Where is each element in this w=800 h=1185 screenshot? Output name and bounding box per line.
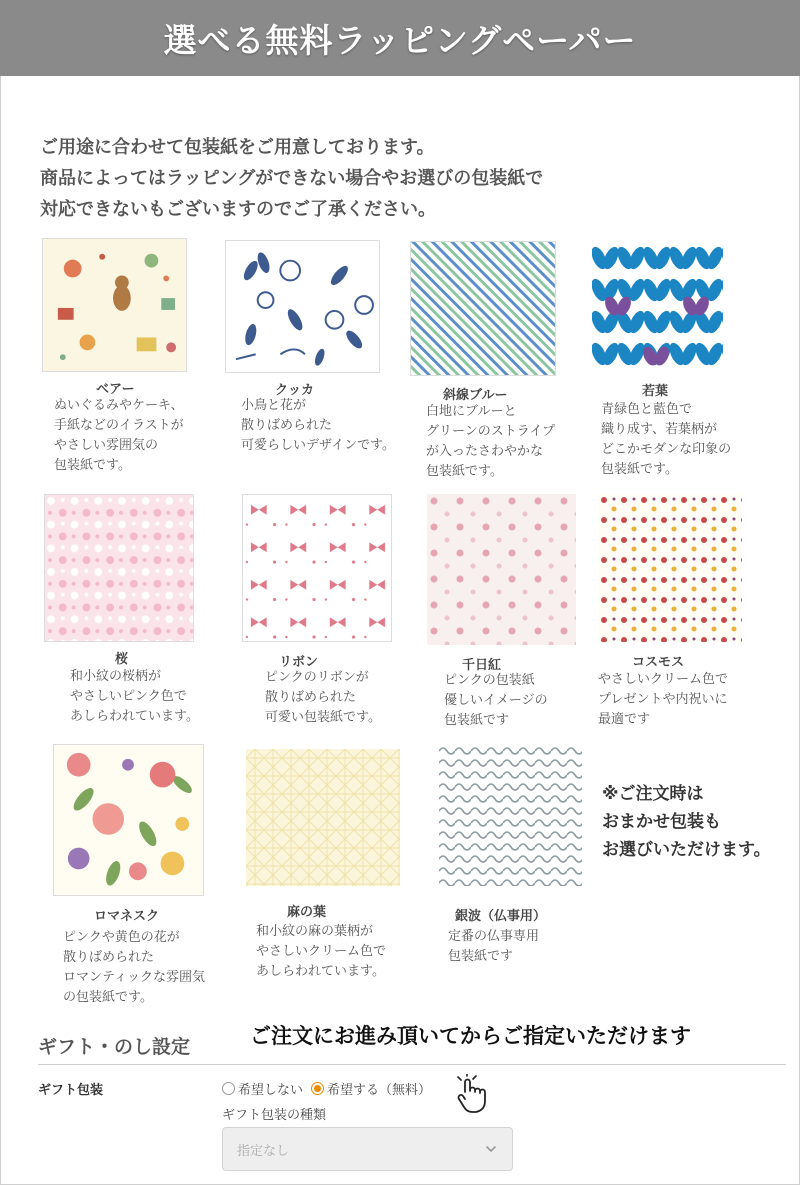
paper-name: ベアー (96, 382, 135, 397)
sakura-pattern-swatch[interactable] (44, 494, 194, 642)
paper-description: 和小紋の麻の葉柄が やさしいクリーム色で あしらわれています。 (256, 924, 387, 979)
paper-description: 小鳥と花が 散りばめられた 可愛らしいデザインです。 (241, 398, 396, 453)
paper-description: ピンクのリボンが 散りばめられた 可愛い包装紙です。 (265, 670, 381, 725)
asanoha-pattern-image (246, 749, 400, 886)
bear-pattern-swatch[interactable] (42, 238, 187, 372)
gift-wrap-label: ギフト包装 (38, 1083, 104, 1098)
ginpa-pattern-swatch[interactable] (439, 745, 582, 886)
dot-pattern-image (427, 494, 576, 645)
stripe-pattern-image (411, 242, 555, 375)
radio-wrap[interactable] (311, 1082, 324, 1095)
radio-no-wrap-label[interactable]: 希望しない (238, 1083, 304, 1098)
asanoha-pattern-swatch[interactable] (246, 749, 400, 886)
hand-pointer-icon (453, 1074, 489, 1114)
paper-name: ロマネスク (94, 909, 160, 924)
romanesque-pattern-image (54, 745, 203, 895)
ginpa-pattern-image (439, 745, 582, 886)
kukka-pattern-swatch[interactable] (225, 240, 380, 373)
paper-name: 桜 (115, 652, 129, 667)
paper-name: コスモス (632, 655, 685, 670)
page-banner (0, 0, 800, 76)
stripe-pattern-swatch[interactable] (410, 241, 556, 376)
paper-name: 斜線ブルー (443, 388, 508, 403)
paper-name: 麻の葉 (287, 905, 327, 920)
paper-description: ぬいぐるみやケーキ、 手紙などのイラストが やさしい雰囲気の 包装紙です。 (54, 398, 184, 473)
dot-pattern-swatch[interactable] (427, 494, 576, 645)
paper-name: クッカ (275, 383, 315, 398)
chevron-down-icon (484, 1142, 498, 1156)
section-divider (38, 1064, 786, 1065)
paper-description: 和小紋の桜柄が やさしいピンク色で あしらわれています。 (70, 669, 199, 724)
paper-name: リボン (279, 655, 319, 670)
intro-line: 対応できないもございますのでご了承ください。 (40, 199, 436, 220)
omakase-note: ※ご注文時は おまかせ包装も お選びいただけます。 (602, 784, 771, 860)
intro-text (40, 132, 760, 225)
paper-description: 青緑色と藍色で 織り成す、若葉柄が どこかモダンな印象の 包装紙です。 (601, 402, 732, 477)
ribbon-pattern-image (243, 495, 391, 641)
intro-line: ご用途に合わせて包装紙をご用意しております。 (40, 137, 435, 158)
kukka-pattern-image (226, 241, 379, 372)
cosmos-pattern-swatch[interactable] (598, 494, 742, 642)
paper-description: ピンクや黄色の花が 散りばめられた ロマンティックな雰囲気 の包装紙です。 (63, 930, 205, 1005)
paper-description: 白地にブルーと グリーンのストライプ が入ったさわやかな 包装紙です。 (426, 404, 555, 479)
sakura-pattern-image (45, 495, 193, 641)
banner-title: 選べる無料ラッピングペーパー (163, 20, 637, 60)
radio-wrap-label[interactable]: 希望する（無料） (327, 1083, 432, 1098)
cosmos-pattern-image (598, 494, 742, 642)
paper-description: 定番の仏事専用 包装紙です (448, 929, 540, 964)
paper-description: ピンクの包装紙 優しいイメージの 包装紙です (444, 673, 548, 728)
gift-wrap-type-select[interactable] (222, 1127, 513, 1171)
romanesque-pattern-swatch[interactable] (53, 744, 204, 896)
paper-name: 若葉 (642, 384, 669, 399)
gift-wrap-type-value: 指定なし (237, 1143, 290, 1159)
gift-wrap-options (222, 1079, 439, 1098)
gift-wrap-type-label: ギフト包装の種類 (222, 1108, 327, 1123)
paper-description: やさしいクリーム色で プレゼントや内祝いに 最適です (598, 672, 729, 727)
gift-instruction-banner: ご注文にお進み頂いてからご指定いただけます (250, 1024, 691, 1048)
paper-name: 千日紅 (462, 658, 502, 673)
radio-no-wrap[interactable] (222, 1082, 235, 1095)
wakaba-pattern-image (592, 244, 723, 372)
intro-line: 商品によってはラッピングができない場合やお選びの包装紙で (40, 168, 544, 189)
paper-name: 銀波（仏事用） (455, 909, 547, 924)
ribbon-pattern-swatch[interactable] (242, 494, 392, 642)
wakaba-pattern-swatch[interactable] (592, 244, 723, 372)
gift-settings-heading: ギフト・のし設定 (38, 1036, 191, 1058)
bear-pattern-image (43, 239, 186, 371)
